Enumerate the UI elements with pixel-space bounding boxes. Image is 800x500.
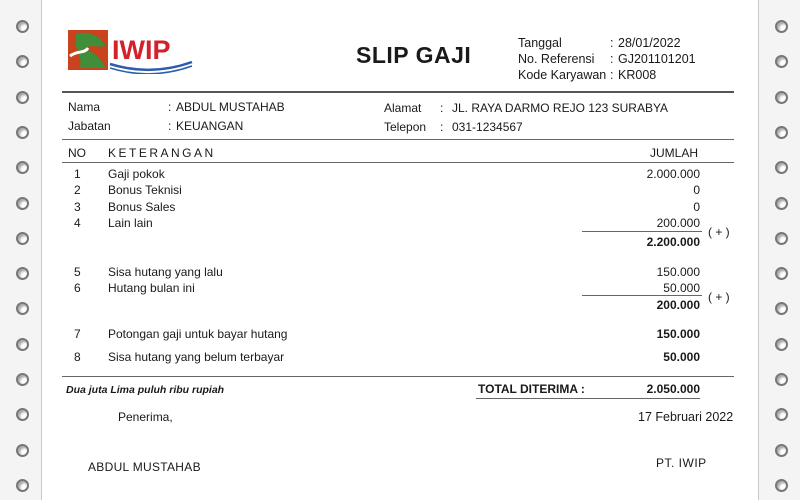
feed-hole [16,91,29,104]
row-number: 3 [74,200,81,214]
meta-colon: : [610,68,614,82]
meta-label-date: Tanggal [518,36,562,50]
row-number: 4 [74,216,81,230]
feed-hole [775,267,788,280]
feed-hole [16,55,29,68]
meta-label-reference: No. Referensi [518,52,595,66]
position-label: Jabatan [68,119,111,133]
row-amount: 150.000 [656,265,700,279]
company-logo [66,26,194,74]
feed-hole [775,197,788,210]
feed-hole [775,126,788,139]
feed-hole [16,267,29,280]
meta-colon: : [610,36,614,50]
row-amount: 200.000 [656,216,700,230]
feed-hole [16,302,29,315]
receiver-label: Penerima, [118,410,173,424]
colon: : [440,120,444,134]
feed-hole [775,408,788,421]
colon: : [440,101,444,115]
feed-hole [775,373,788,386]
tractor-feed-strip-left [0,0,42,500]
feed-hole [16,197,29,210]
colon: : [168,119,172,133]
column-header-amount: JUMLAH [650,146,699,160]
company-name: PT. IWIP [656,456,707,470]
payslip-paper [42,0,758,500]
plus-marker: ( + ) [708,290,730,304]
feed-hole [775,161,788,174]
feed-hole [775,338,788,351]
row-number: 8 [74,350,81,364]
row-description: Sisa hutang yang lalu [108,265,223,279]
row-description: Bonus Sales [108,200,176,214]
meta-value-date: 28/01/2022 [618,36,681,50]
meta-value-reference: GJ201101201 [618,52,696,66]
plus-marker: ( + ) [708,225,730,239]
subtotal-income: 2.200.000 [646,235,700,249]
meta-colon: : [610,52,614,66]
divider [62,376,734,377]
divider [62,139,734,140]
row-amount: 0 [693,200,700,214]
feed-hole [16,373,29,386]
row-number: 7 [74,327,81,341]
row-number: 1 [74,167,81,181]
row-description: Hutang bulan ini [108,281,195,295]
receiver-name: ABDUL MUSTAHAB [88,460,201,474]
amount-in-words: Dua juta Lima puluh ribu rupiah [66,384,225,396]
position-value: KEUANGAN [176,119,244,133]
row-amount: 50.000 [663,281,700,295]
address-label: Alamat [384,101,422,115]
signature-date: 17 Februari 2022 [638,410,734,424]
feed-hole [775,479,788,492]
subtotal-debt: 200.000 [656,298,700,312]
total-label: TOTAL DITERIMA : [478,382,585,396]
row-amount: 2.000.000 [646,167,700,181]
subtotal-rule [582,295,702,296]
tractor-feed-strip-right [758,0,800,500]
phone-label: Telepon [384,120,427,134]
row-amount: 150.000 [656,327,700,341]
feed-hole [775,91,788,104]
total-underline [476,398,700,399]
meta-label-employee-code: Kode Karyawan [518,68,607,82]
column-header-no: NO [68,146,86,160]
row-description: Sisa hutang yang belum terbayar [108,350,285,364]
divider [62,91,734,93]
name-value: ABDUL MUSTAHAB [176,100,285,114]
feed-hole [775,20,788,33]
colon: : [168,100,172,114]
feed-hole [16,232,29,245]
feed-hole [775,302,788,315]
feed-hole [16,408,29,421]
feed-hole [775,55,788,68]
name-label: Nama [68,100,101,114]
divider [62,162,734,163]
row-number: 2 [74,183,81,197]
feed-hole [16,338,29,351]
meta-value-employee-code: KR008 [618,68,657,82]
row-description: Bonus Teknisi [108,183,182,197]
feed-hole [16,479,29,492]
feed-hole [16,161,29,174]
row-amount: 50.000 [663,350,700,364]
feed-hole [775,444,788,457]
column-header-description: KETERANGAN [108,146,216,160]
row-description: Potongan gaji untuk bayar hutang [108,327,288,341]
phone-value: 031-1234567 [452,120,523,134]
feed-hole [775,232,788,245]
feed-hole [16,126,29,139]
logo-text: IWIP [112,35,171,65]
row-number: 6 [74,281,81,295]
subtotal-rule [582,231,702,232]
total-value: 2.050.000 [646,382,700,396]
row-number: 5 [74,265,81,279]
row-description: Lain lain [108,216,153,230]
address-value: JL. RAYA DARMO REJO 123 SURABYA [452,101,669,115]
row-amount: 0 [693,183,700,197]
document-title: SLIP GAJI [356,42,472,68]
feed-hole [16,444,29,457]
feed-hole [16,20,29,33]
row-description: Gaji pokok [108,167,165,181]
